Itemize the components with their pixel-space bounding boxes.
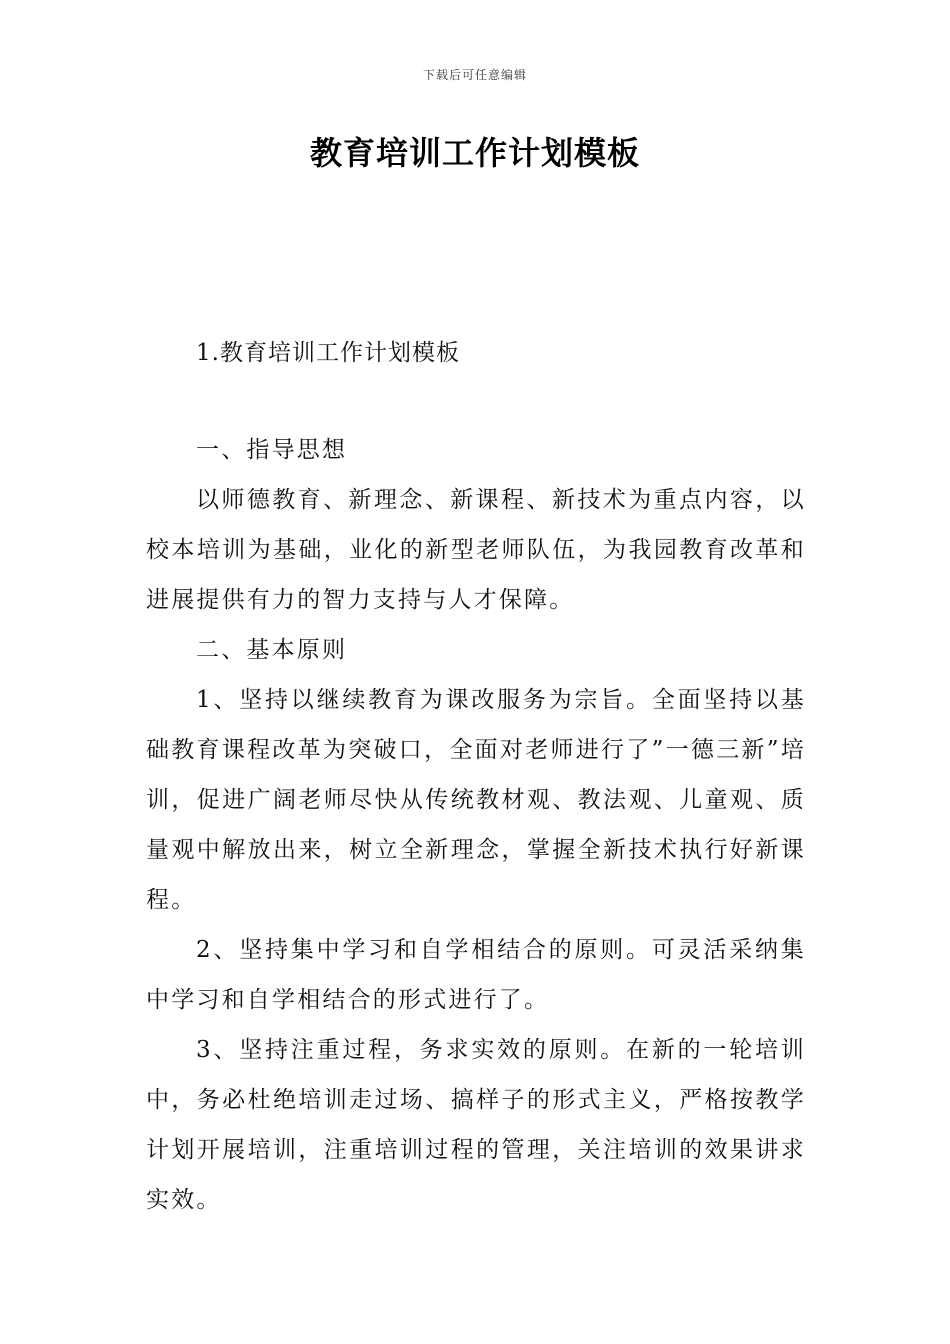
section-title: 1.教育培训工作计划模板	[196, 340, 460, 366]
paragraph-principle-3: 3、坚持注重过程，务求实效的原则。在新的一轮培训中，务必杜绝培训走过场、搞样子的形式主义，严格按教学计划开展培训，注重培训过程的管理，关注培训的效果讲求实效。	[146, 1037, 806, 1213]
heading-guiding-ideology: 一、指导思想	[196, 437, 348, 463]
header-note: 下载后可任意编辑	[422, 68, 527, 82]
paragraph-principle-1: 1、坚持以继续教育为课改服务为宗旨。全面坚持以基础教育课程改革为突破口，全面对老师进行了”一德三新”培训，促进广阔老师尽快从传统教材观、教法观、儿童观、质量观中解放出来，树立全新理念，掌握全新技术执行好新课程。	[146, 687, 806, 913]
document-body	[146, 425, 806, 1225]
paragraph-principle-2: 2、坚持集中学习和自学相结合的原则。可灵活采纳集中学习和自学相结合的形式进行了。	[146, 937, 806, 1013]
document-title: 教育培训工作计划模板	[309, 134, 640, 172]
paragraph-guiding-ideology: 以师德教育、新理念、新课程、新技术为重点内容，以校本培训为基础，业化的新型老师队伍，为我园教育改革和进展提供有力的智力支持与人才保障。	[146, 487, 806, 613]
heading-basic-principles: 二、基本原则	[196, 637, 348, 663]
